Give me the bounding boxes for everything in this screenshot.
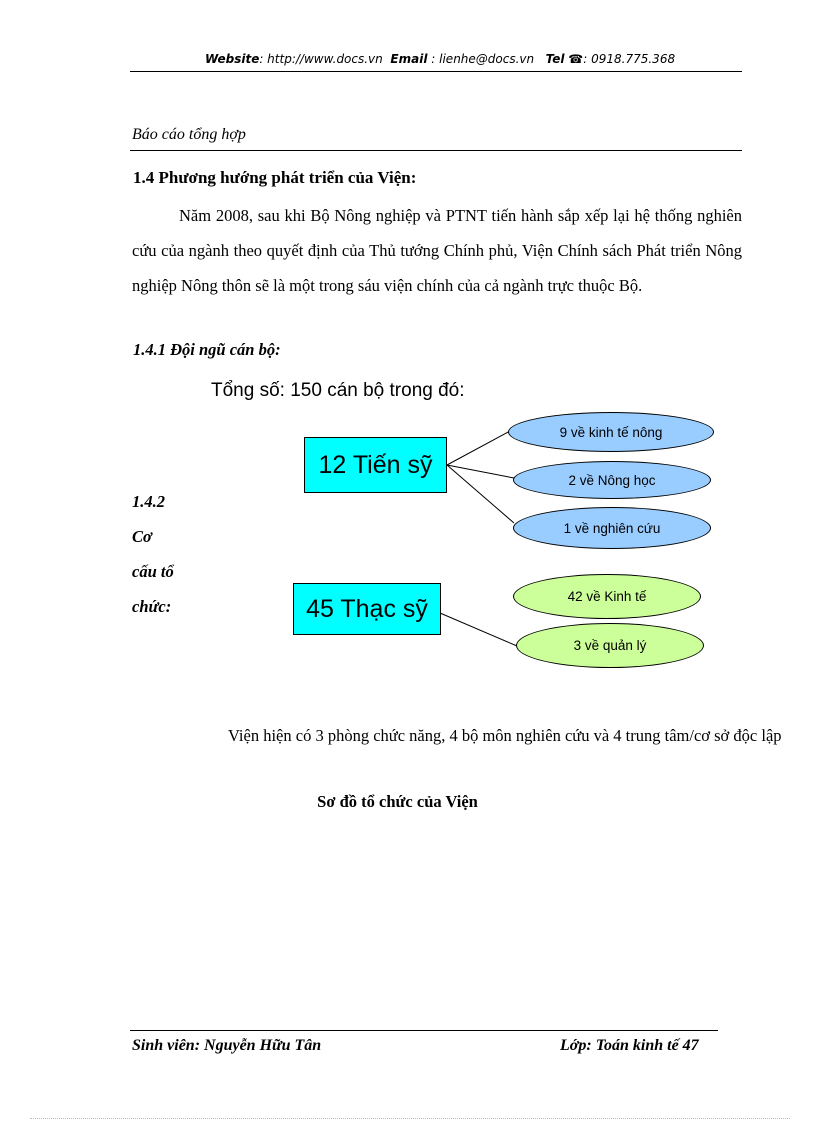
section-1-4-heading: 1.4 Phương hướng phát triển của Viện: [133, 168, 417, 187]
footer-class: Lớp: Toán kinh tế 47 [560, 1037, 699, 1054]
email-label: Email [390, 52, 428, 66]
footer-rule [130, 1030, 718, 1031]
doctors-item-1: 9 về kinh tế nông [508, 412, 714, 452]
phone-icon: ☎ [568, 52, 584, 66]
section-1-4-2-heading: 1.4.2 Cơ cấu tổ chức: [132, 492, 174, 616]
doctors-item-3: 1 về nghiên cứu [513, 507, 711, 549]
org-chart-caption: Sơ đồ tổ chức của Viện [317, 792, 478, 811]
paragraph-text: Viện hiện có 3 phòng chức năng, 4 bộ môn nghiên cứu và 4 trung tâm/cơ sở độc lập [228, 726, 782, 745]
website-label: Website [205, 52, 260, 66]
connector-line [447, 465, 514, 523]
connector-line [447, 431, 510, 465]
connector-line [440, 613, 517, 646]
website-url[interactable]: : http://www.docs.vn [259, 52, 383, 66]
footer-student: Sinh viên: Nguyễn Hữu Tân [132, 1037, 322, 1054]
doctors-box: 12 Tiến sỹ [304, 437, 447, 493]
connector-line [447, 465, 514, 478]
page-bottom-dots [30, 1118, 790, 1119]
masters-item-2: 3 về quản lý [516, 623, 704, 668]
paragraph-text: Năm 2008, sau khi Bộ Nông nghiệp và PTNT tiến hành sắp xếp lại hệ thống nghiên cứu của ngành theo quyết định của Thủ tướng Chính phủ, Viện Chính sách Phát triển Nông nghiệp Nông thôn sẽ là một trong sáu viện chính của cả ngành trực thuộc Bộ. [132, 206, 742, 295]
doctors-item-2: 2 về Nông học [513, 461, 711, 499]
staff-total: Tổng số: 150 cán bộ trong đó: [211, 380, 465, 401]
tel-label: Tel [545, 52, 565, 66]
section-1-4-1-heading: 1.4.1 Đội ngũ cán bộ: [133, 340, 281, 359]
doc-title: Báo cáo tổng hợp [132, 126, 246, 143]
masters-box: 45 Thạc sỹ [293, 583, 441, 635]
email-value[interactable]: : lienhe@docs.vn [431, 52, 535, 66]
tel-value: : 0918.775.368 [583, 52, 676, 66]
masters-item-1: 42 về Kinh tế [513, 574, 701, 619]
section-1-4-2-paragraph [132, 718, 782, 753]
